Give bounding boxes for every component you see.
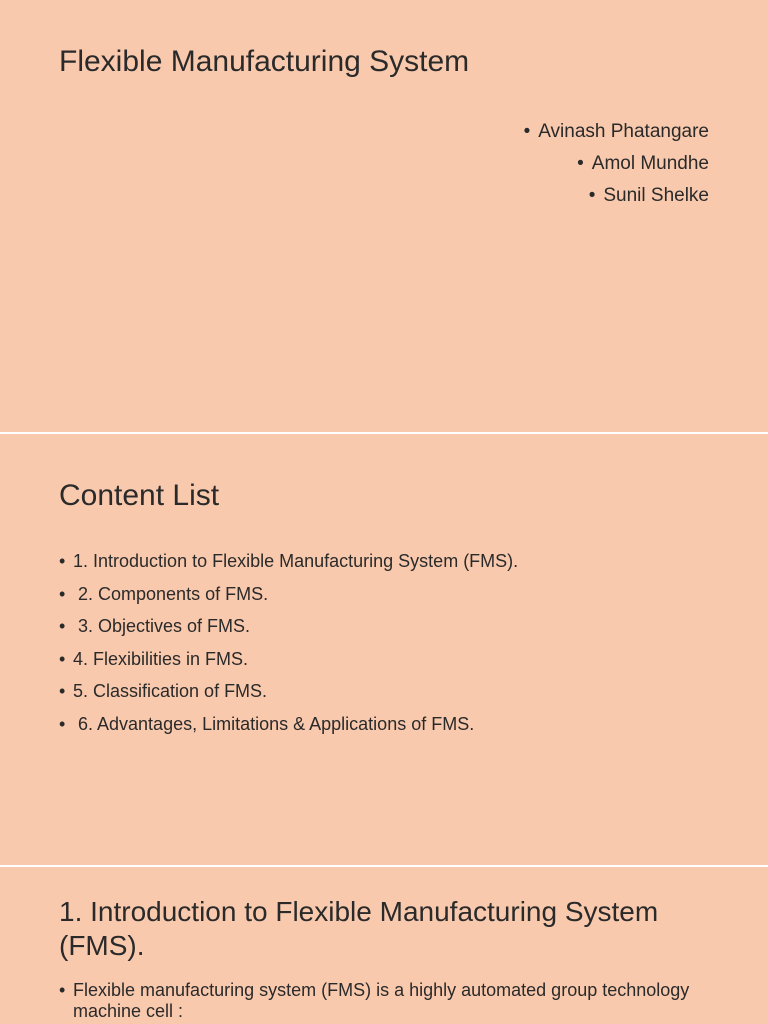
- list-item-text: 5. Classification of FMS.: [73, 681, 268, 701]
- list-item-text: 4. Flexibilities in FMS.: [73, 648, 249, 669]
- list-item: [59, 578, 518, 611]
- slide-2[interactable]: [0, 434, 768, 865]
- bullet-icon: •: [59, 713, 66, 734]
- slide-title: Flexible Manufacturing System: [59, 45, 470, 78]
- author-item: [524, 148, 709, 180]
- bullet-icon: •: [59, 980, 66, 1000]
- bullet-icon: •: [59, 551, 66, 571]
- author-item: [524, 116, 709, 148]
- list-item: [59, 675, 518, 708]
- bullet-icon: •: [523, 121, 531, 142]
- bullet-list: [59, 980, 699, 1022]
- list-item: [59, 980, 699, 1022]
- slide-title: 1. Introduction to Flexible Manufacturing System (FMS).: [59, 896, 659, 961]
- bullet-icon: •: [59, 616, 66, 636]
- list-item: [59, 545, 518, 578]
- bullet-icon: •: [59, 648, 66, 669]
- slide-1[interactable]: [0, 0, 768, 432]
- list-item-text: Flexible manufacturing system (FMS) is a highly automated group technology machine cell :: [73, 980, 690, 1021]
- slide-title: Content List: [59, 479, 220, 512]
- list-item: [59, 643, 518, 676]
- content-list: [59, 545, 518, 740]
- bullet-icon: •: [59, 681, 66, 701]
- list-item-text: 6. Advantages, Limitations & Applications of FMS.: [73, 713, 475, 734]
- author-list: [524, 116, 709, 212]
- slide-3[interactable]: [0, 867, 768, 1024]
- list-item-text: 3. Objectives of FMS.: [73, 616, 251, 636]
- list-item: [59, 708, 518, 741]
- author-name: Amol Mundhe: [591, 153, 709, 174]
- author-name: Avinash Phatangare: [538, 121, 709, 142]
- bullet-icon: •: [588, 185, 596, 206]
- bullet-icon: •: [59, 583, 66, 604]
- list-item: [59, 610, 518, 643]
- author-item: [524, 180, 709, 212]
- author-name: Sunil Shelke: [603, 185, 709, 206]
- bullet-icon: •: [577, 153, 584, 174]
- list-item-text: 1. Introduction to Flexible Manufacturing System (FMS).: [73, 551, 519, 571]
- list-item-text: 2. Components of FMS.: [73, 583, 269, 604]
